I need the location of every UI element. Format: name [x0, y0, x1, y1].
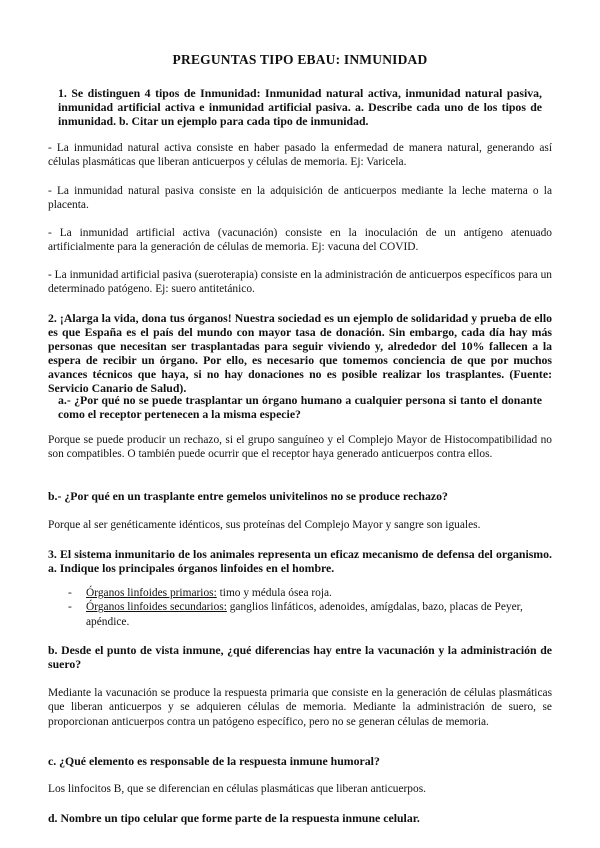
- answer-3b: Mediante la vacunación se produce la respuesta primaria que consiste en la generación de células plasmáticas que liberan anticuerpos y se adquieren células de memoria. Mediante la administración de suero, se proporcionan anticuerpos contra un patógeno específico, pero no se generan células de memoria.: [48, 687, 552, 728]
- organos-linfoides-list: [48, 586, 552, 629]
- question-1: 1. Se distinguen 4 tipos de Inmunidad: Inmunidad natural activa, inmunidad natural pasiva, inmunidad artificial activa e inmunidad artificial pasiva. a. Describe cada uno de los tipos de inmunidad. b. Citar un ejemplo para cada tipo de inmunidad.: [58, 86, 542, 128]
- question-3c: c. ¿Qué elemento es responsable de la respuesta inmune humoral?: [48, 754, 380, 768]
- answer-1-artificial-activa: - La inmunidad artificial activa (vacunación) consiste en la inoculación de un antígeno atenuado artificialmente para la generación de células de memoria. Ej: vacuna del COVID.: [48, 227, 552, 254]
- answer-2a: Porque se puede producir un rechazo, si el grupo sanguíneo y el Complejo Mayor de Histocompatibilidad no son compatibles. O también puede ocurrir que el receptor haya generado anticuerpos contra ellos.: [48, 434, 552, 461]
- list-item-primarios: - Órganos linfoides primarios: timo y médula ósea roja.: [68, 587, 332, 599]
- question-2-intro: 2. ¡Alarga la vida, dona tus órganos! Nuestra sociedad es un ejemplo de solidaridad y prueba de ello es que España es el país del mundo con mayor tasa de donación. Sin embargo, cada día hay más personas que necesitan ser trasplantadas para seguir viviendo y, alrededor del 10% fallecen a la espera de recibir un órgano. Por ello, es necesario que tomemos conciencia de que por muchos avances técnicos que haya, si no hay donaciones no es posible realizar los trasplantes. (Fuente: Servicio Canario de Salud).: [48, 311, 552, 395]
- question-3: 3. El sistema inmunitario de los animales representa un eficaz mecanismo de defensa del organismo. a. Indique los principales órganos linfoides en el hombre.: [48, 547, 552, 575]
- answer-1-natural-pasiva: - La inmunidad natural pasiva consiste en la adquisición de anticuerpos mediante la leche materna o la placenta.: [48, 185, 552, 212]
- question-3d: d. Nombre un tipo celular que forme parte de la respuesta inmune celular.: [48, 811, 420, 825]
- answer-2b: Porque al ser genéticamente idénticos, sus proteínas del Complejo Mayor y sangre son iguales.: [48, 519, 481, 531]
- answer-1-natural-activa: - La inmunidad natural activa consiste en haber pasado la enfermedad de manera natural, generando así células plasmáticas que liberan anticuerpos y células de memoria. Ej: Varicela.: [48, 142, 552, 169]
- answer-1-artificial-pasiva: - La inmunidad artificial pasiva (sueroterapia) consiste en la administración de anticuerpos específicos para un determinado patógeno. Ej: suero antitetánico.: [48, 269, 552, 296]
- question-2b: b.- ¿Por qué en un trasplante entre gemelos univitelinos no se produce rechazo?: [48, 489, 448, 503]
- list-label-secundarios: Órganos linfoides secundarios:: [86, 601, 227, 614]
- answer-3c: Los linfocitos B, que se diferencian en células plasmáticas que liberan anticuerpos.: [48, 783, 426, 795]
- question-3b: b. Desde el punto de vista inmune, ¿qué diferencias hay entre la vacunación y la administración de suero?: [48, 643, 552, 671]
- question-2a: a.- ¿Por qué no se puede trasplantar un órgano humano a cualquier persona si tanto el donante como el receptor pertenecen a la misma especie?: [58, 393, 542, 421]
- list-label-primarios: Órganos linfoides primarios:: [86, 587, 217, 599]
- page-title: PREGUNTAS TIPO EBAU: INMUNIDAD: [172, 52, 428, 67]
- list-item-secundarios: - Órganos linfoides secundarios: ganglios linfáticos, adenoides, amígdalas, bazo, placas de Peyer, apéndice.: [68, 601, 523, 628]
